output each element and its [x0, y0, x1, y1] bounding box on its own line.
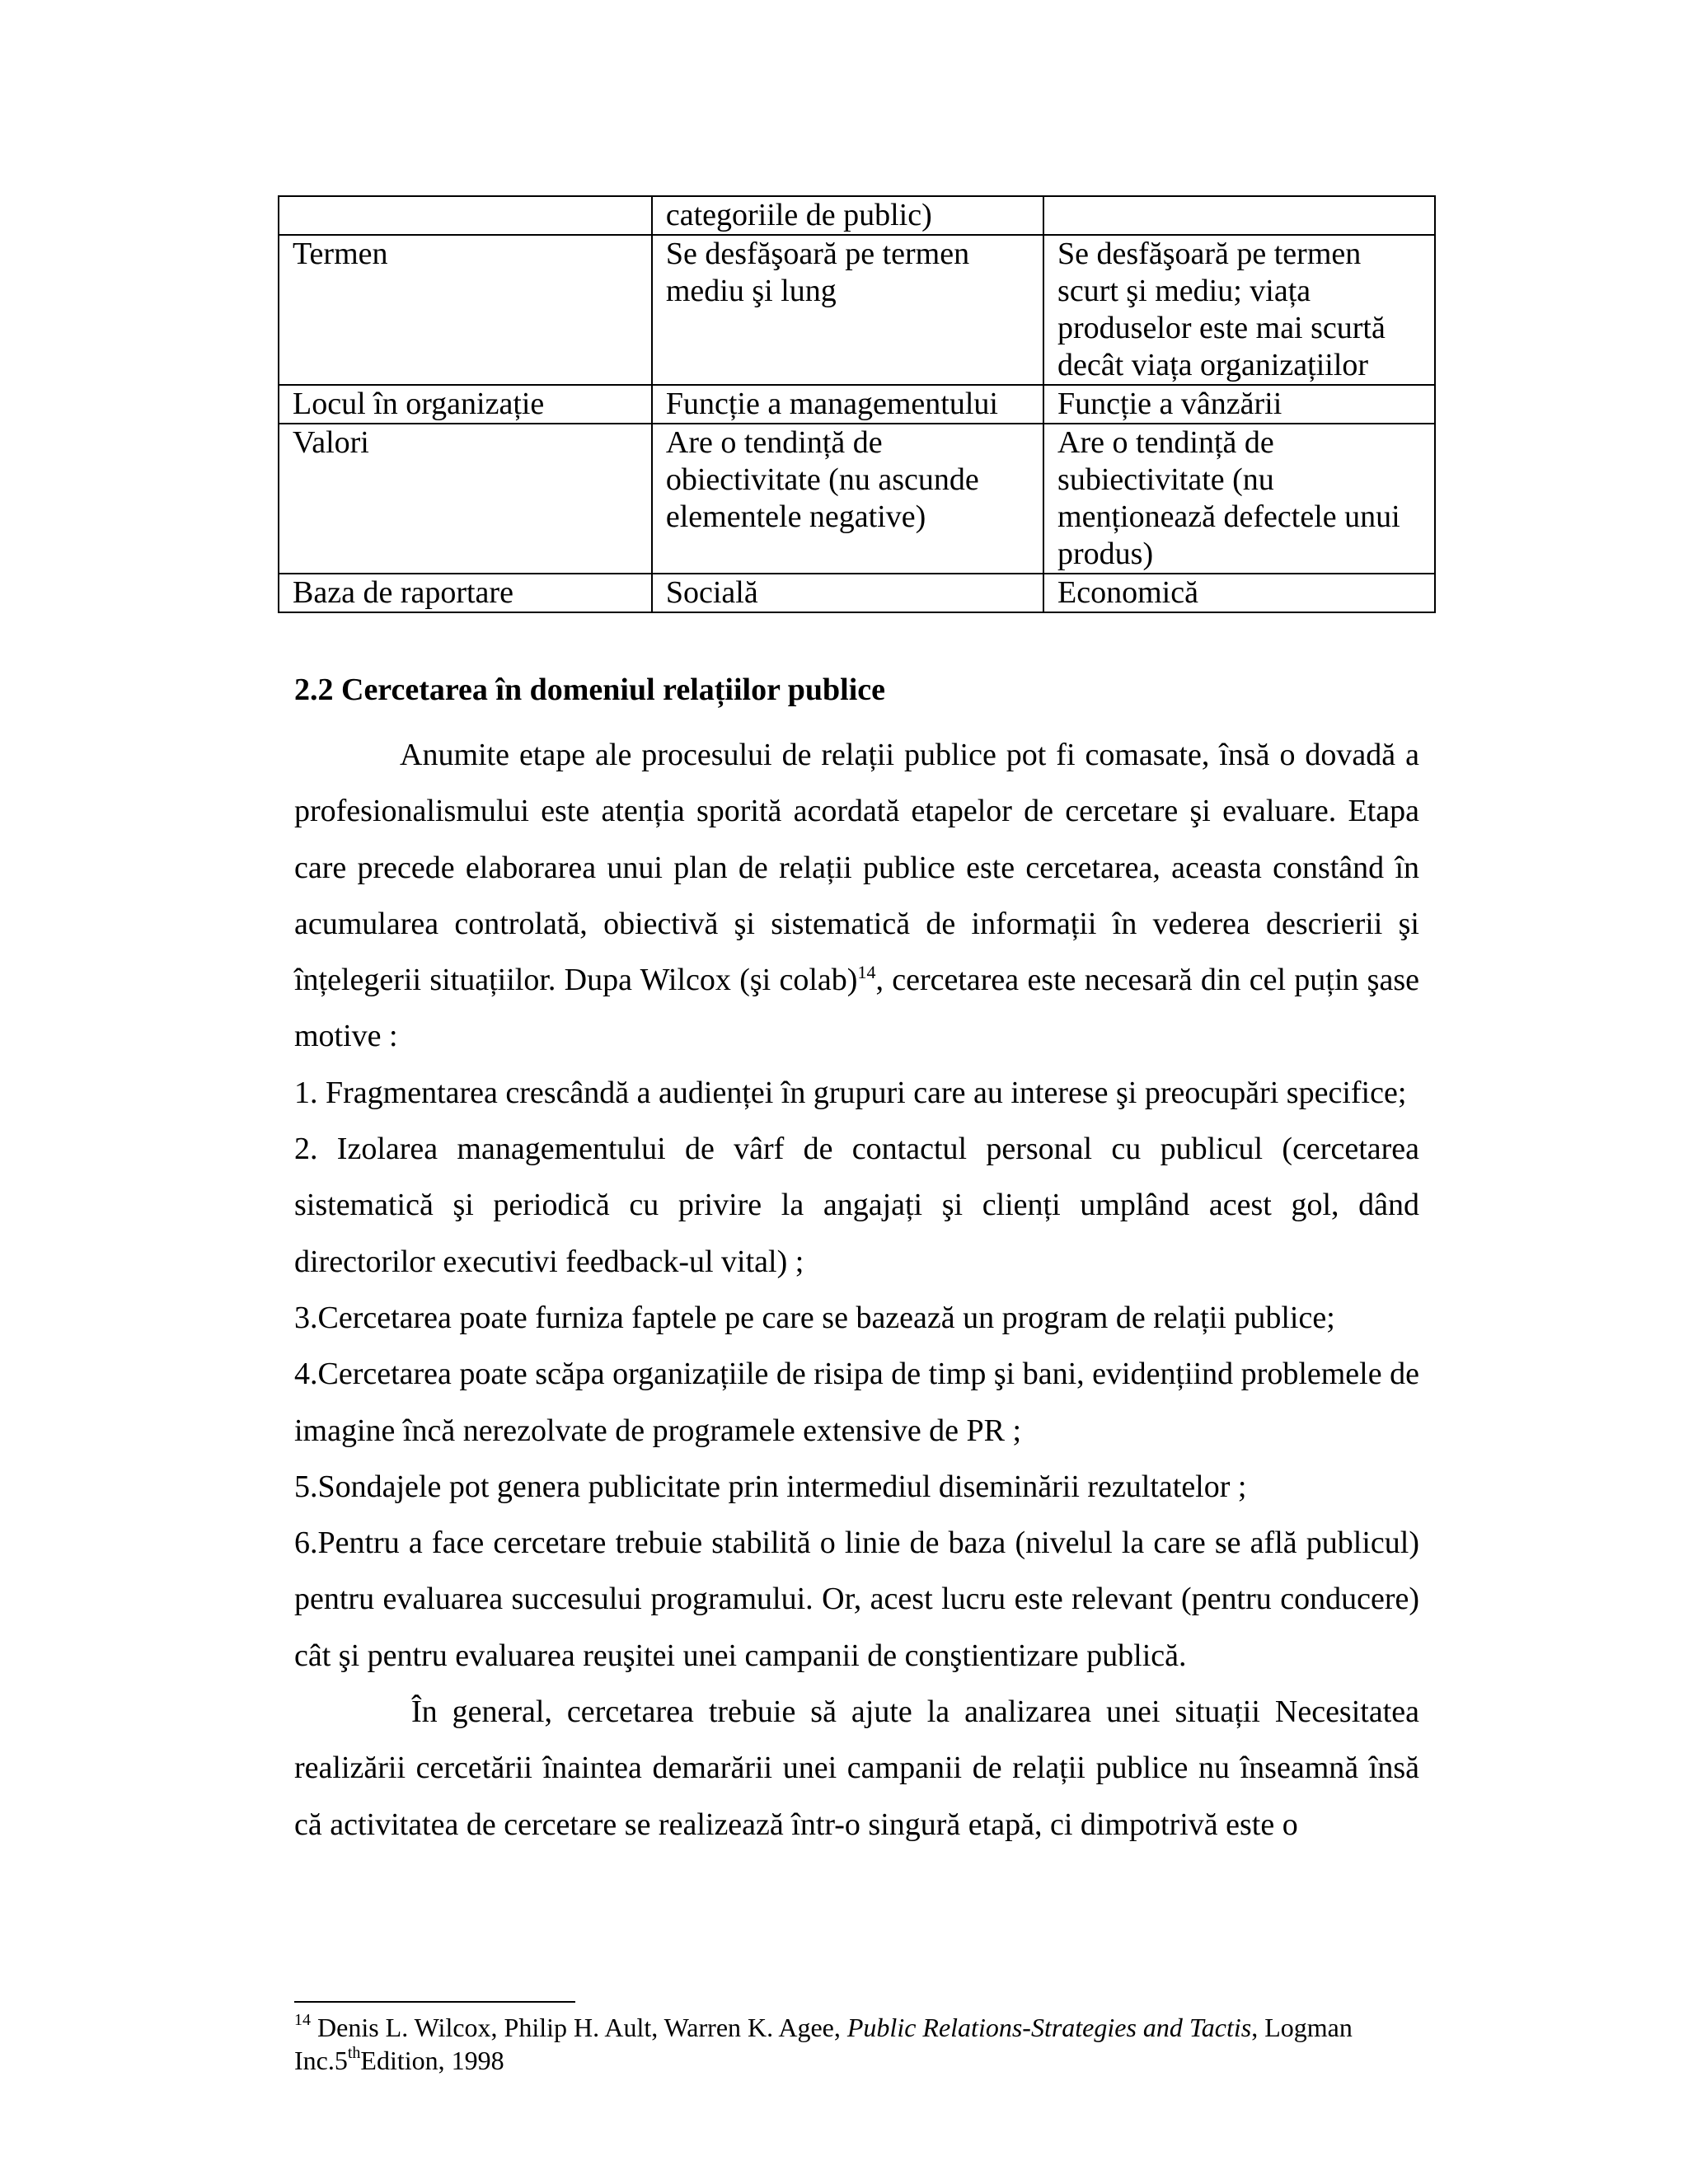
table-cell: Termen [279, 235, 652, 385]
table-row [279, 196, 1435, 235]
table-row [279, 385, 1435, 424]
paragraph [294, 727, 1419, 1065]
footnote [294, 2011, 1419, 2077]
table-cell: Economică [1043, 574, 1435, 612]
list-item: 2. Izolarea managementului de vârf de contactul personal cu publicul (cercetarea sistematică şi periodică cu privire la angajați şi clienți umplând acest gol, dând directorilor executivi feedback-ul vital) ; [294, 1132, 1419, 1279]
footnote-number: 14 [294, 2011, 311, 2029]
table-cell: Are o tendință de subiectivitate (nu menționează defectele unui produs) [1043, 424, 1435, 574]
footnote-superscript: th [347, 2044, 361, 2062]
list-item: 3.Cercetarea poate furniza faptele pe care se bazează un program de relații publice; [294, 1300, 1335, 1335]
table-cell: Locul în organizație [279, 385, 652, 424]
table-cell: Baza de raportare [279, 574, 652, 612]
footnote-edition: Edition, 1998 [360, 2046, 504, 2075]
paragraph-text: Anumite etape ale procesului de relații publice pot fi comasate, însă o dovadă a profesionalismului este atenția sporită acordată etapelor de cercetare şi evaluare. Etapa care precede elaborarea unui plan de relații publice este cercetarea, aceasta constând în acumularea controlată, obiectivă şi sistematică de informații în vederea descrierii şi înțelegerii situațiilor. Dupa Wilcox (şi colab) [294, 738, 1419, 998]
table-cell: Socială [652, 574, 1043, 612]
section-body [294, 727, 1419, 1853]
footnote-divider [294, 2001, 575, 2003]
table-cell [279, 196, 652, 235]
list-item: 5.Sondajele pot genera publicitate prin intermediul diseminării rezultatelor ; [294, 1469, 1247, 1504]
table-cell: categoriile de public) [652, 196, 1043, 235]
list-item: 1. Fragmentarea crescândă a audienței în grupuri care au interese şi preocupări specifice; [294, 1075, 1407, 1110]
table-cell: Valori [279, 424, 652, 574]
list-item: 6.Pentru a face cercetare trebuie stabilită o linie de baza (nivelul la care se află publicul) pentru evaluarea succesului programului. Or, acest lucru este relevant (pentru conducere) cât şi pentru evaluarea reuşitei unei campanii de conştientizare publică. [294, 1526, 1419, 1673]
section-heading: 2.2 Cercetarea în domeniul relațiilor publice [294, 673, 886, 707]
paragraph-text: , cercetarea este necesară din cel puțin şase motive : [294, 963, 1419, 1054]
table-cell: Funcție a managementului [652, 385, 1043, 424]
table-cell: Funcție a vânzării [1043, 385, 1435, 424]
table-cell [1043, 196, 1435, 235]
footnote-title: Public Relations-Strategies and Tactis [846, 2013, 1252, 2042]
table-row [279, 424, 1435, 574]
table-row [279, 235, 1435, 385]
table-cell: Are o tendință de obiectivitate (nu ascunde elementele negative) [652, 424, 1043, 574]
footnote-authors: Denis L. Wilcox, Philip H. Ault, Warren K. Agee, [311, 2013, 847, 2042]
footnote-publisher: , Logman Inc.5 [294, 2013, 1353, 2075]
paragraph: În general, cercetarea trebuie să ajute la analizarea unei situații Necesitatea realizării cercetării înaintea demarării unei campanii de relații publice nu înseamnă însă că activitatea de cercetare se realizează într-o singură etapă, ci dimpotrivă este o [294, 1694, 1419, 1842]
table-cell: Se desfăşoară pe termen scurt şi mediu; viața produselor este mai scurtă decât viața organizațiilor [1043, 235, 1435, 385]
table-row [279, 574, 1435, 612]
table-cell: Se desfăşoară pe termen mediu şi lung [652, 235, 1043, 385]
footnote-ref[interactable]: 14 [857, 962, 876, 983]
list-item: 4.Cercetarea poate scăpa organizațiile de risipa de timp şi bani, evidențiind problemele de imagine încă nerezolvate de programele extensive de PR ; [294, 1357, 1419, 1448]
comparison-table [278, 195, 1436, 613]
